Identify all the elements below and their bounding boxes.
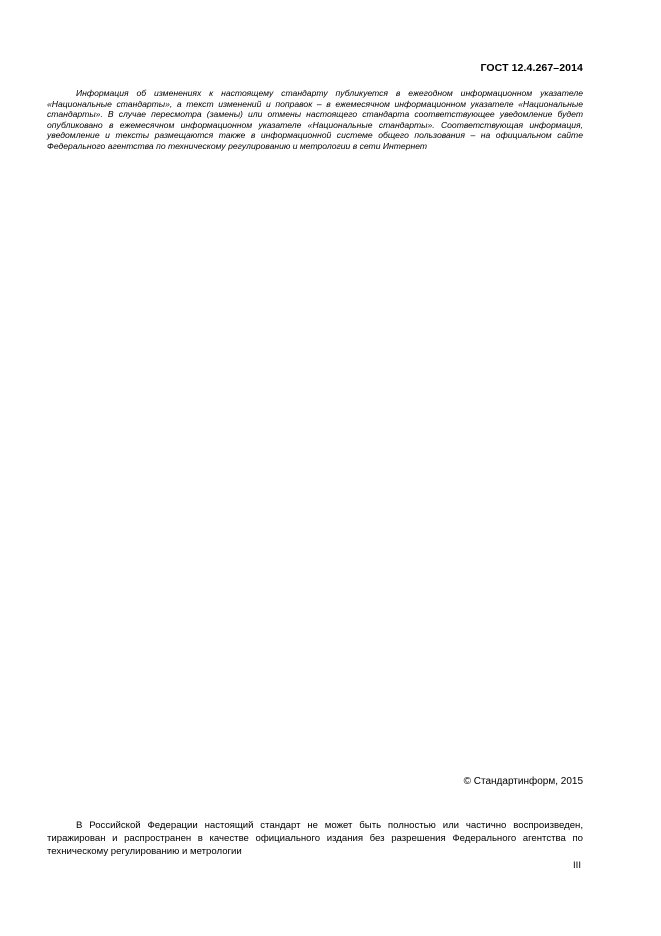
page-number: III bbox=[573, 860, 581, 871]
copyright-notice: © Стандартинформ, 2015 bbox=[463, 776, 583, 787]
reproduction-restriction-notice: В Российской Федерации настоящий стандарт не может быть полностью или частично воспроизведен, тиражирован и распространен в качестве официального издания без разрешения Федерального агентства по техническому регулированию и метрологии bbox=[47, 820, 583, 857]
amendments-info-notice: Информация об изменениях к настоящему стандарту публикуется в ежегодном информационном указателе «Национальные стандарты», а текст изменений и поправок – в ежемесячном информационном указателе «Национальные стандарты». В случае пересмотра (замены) или отмены настоящего стандарта соответствующее уведомление будет опубликовано в ежемесячном информационном указателе «Национальные стандарты». Соответствующая информация, уведомление и тексты размещаются также в информационной системе общего пользования – на официальном сайте Федерального агентства по техническому регулированию и метрологии в сети Интернет bbox=[47, 88, 583, 151]
standard-code-header: ГОСТ 12.4.267–2014 bbox=[480, 62, 583, 74]
